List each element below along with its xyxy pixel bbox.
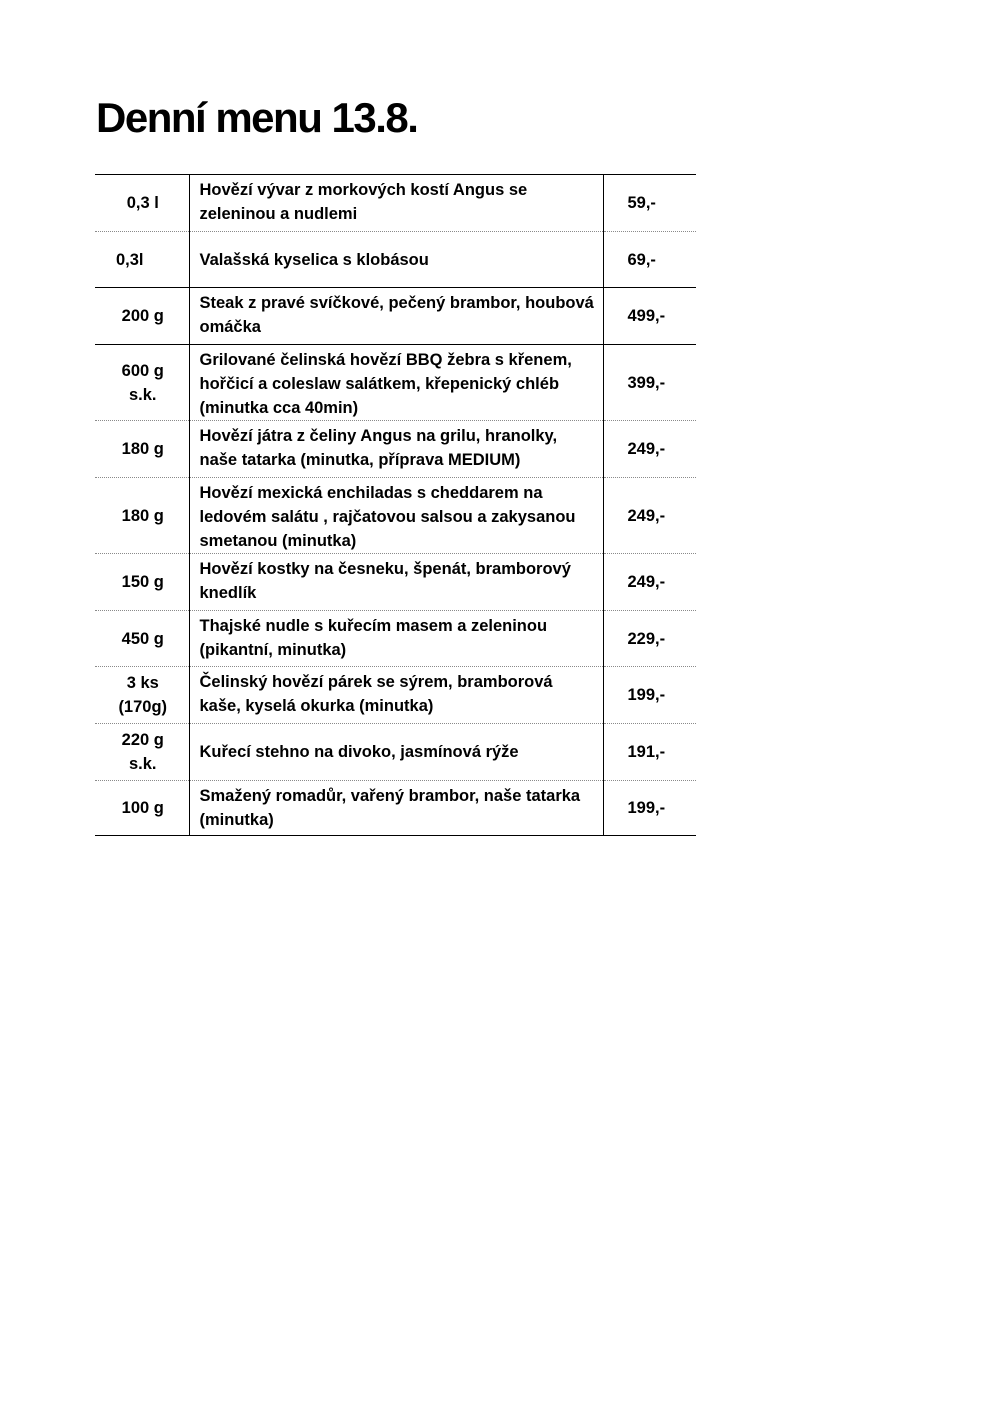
menu-item-quantity: 100 g <box>95 781 189 836</box>
menu-item-name: Smažený romadůr, vařený brambor, naše tatarka (minutka) <box>189 781 603 836</box>
menu-item-quantity: 0,3 l <box>95 175 189 232</box>
menu-item-price: 191,- <box>603 724 696 781</box>
menu-item-quantity: 180 g <box>95 421 189 478</box>
menu-row-main-2 <box>95 421 696 478</box>
menu-row-main-8 <box>95 781 696 836</box>
menu-item-quantity: 200 g <box>95 288 189 345</box>
menu-item-price: 69,- <box>603 232 696 288</box>
menu-row-soup-2 <box>95 232 696 288</box>
page-title: Denní menu 13.8. <box>96 94 418 141</box>
menu-item-name: Hovězí játra z čeliny Angus na grilu, hranolky, naše tatarka (minutka, příprava MEDIUM) <box>189 421 603 478</box>
menu-item-quantity: 600 g s.k. <box>95 345 189 421</box>
menu-item-name: Steak z pravé svíčkové, pečený brambor, houbová omáčka <box>189 288 603 345</box>
menu-item-quantity: 180 g <box>95 478 189 554</box>
menu-item-quantity: 450 g <box>95 611 189 667</box>
menu-item-name: Hovězí kostky na česneku, špenát, bramborový knedlík <box>189 554 603 611</box>
menu-item-price: 249,- <box>603 421 696 478</box>
menu-item-price: 199,- <box>603 781 696 836</box>
menu-item-name: Valašská kyselica s klobásou <box>189 232 603 288</box>
menu-item-name: Hovězí mexická enchiladas s cheddarem na ledovém salátu , rajčatovou salsou a zakysanou smetanou (minutka) <box>189 478 603 554</box>
menu-item-price: 249,- <box>603 554 696 611</box>
menu-item-name: Čelinský hovězí párek se sýrem, bramborová kaše, kyselá okurka (minutka) <box>189 667 603 724</box>
menu-item-price: 199,- <box>603 667 696 724</box>
menu-item-price: 59,- <box>603 175 696 232</box>
menu-item-price: 249,- <box>603 478 696 554</box>
menu-row-main-6 <box>95 667 696 724</box>
menu-item-name: Hovězí vývar z morkových kostí Angus se zeleninou a nudlemi <box>189 175 603 232</box>
menu-item-name: Grilované čelinská hovězí BBQ žebra s křenem, hořčicí a coleslaw salátkem, křepenický chléb (minutka cca 40min) <box>189 345 603 421</box>
menu-row-special <box>95 288 696 345</box>
menu-item-name: Kuřecí stehno na divoko, jasmínová rýže <box>189 724 603 781</box>
menu-item-quantity: 150 g <box>95 554 189 611</box>
menu-item-price: 499,- <box>603 288 696 345</box>
menu-item-price: 229,- <box>603 611 696 667</box>
menu-row-soup-1 <box>95 175 696 232</box>
menu-item-quantity: 3 ks (170g) <box>95 667 189 724</box>
menu-row-main-7 <box>95 724 696 781</box>
menu-item-quantity: 0,3l <box>95 232 189 288</box>
menu-row-main-4 <box>95 554 696 611</box>
menu-table <box>95 174 696 836</box>
menu-item-price: 399,- <box>603 345 696 421</box>
menu-row-main-5 <box>95 611 696 667</box>
menu-item-name: Thajské nudle s kuřecím masem a zeleninou (pikantní, minutka) <box>189 611 603 667</box>
menu-row-main-1 <box>95 345 696 421</box>
menu-row-main-3 <box>95 478 696 554</box>
menu-item-quantity: 220 g s.k. <box>95 724 189 781</box>
